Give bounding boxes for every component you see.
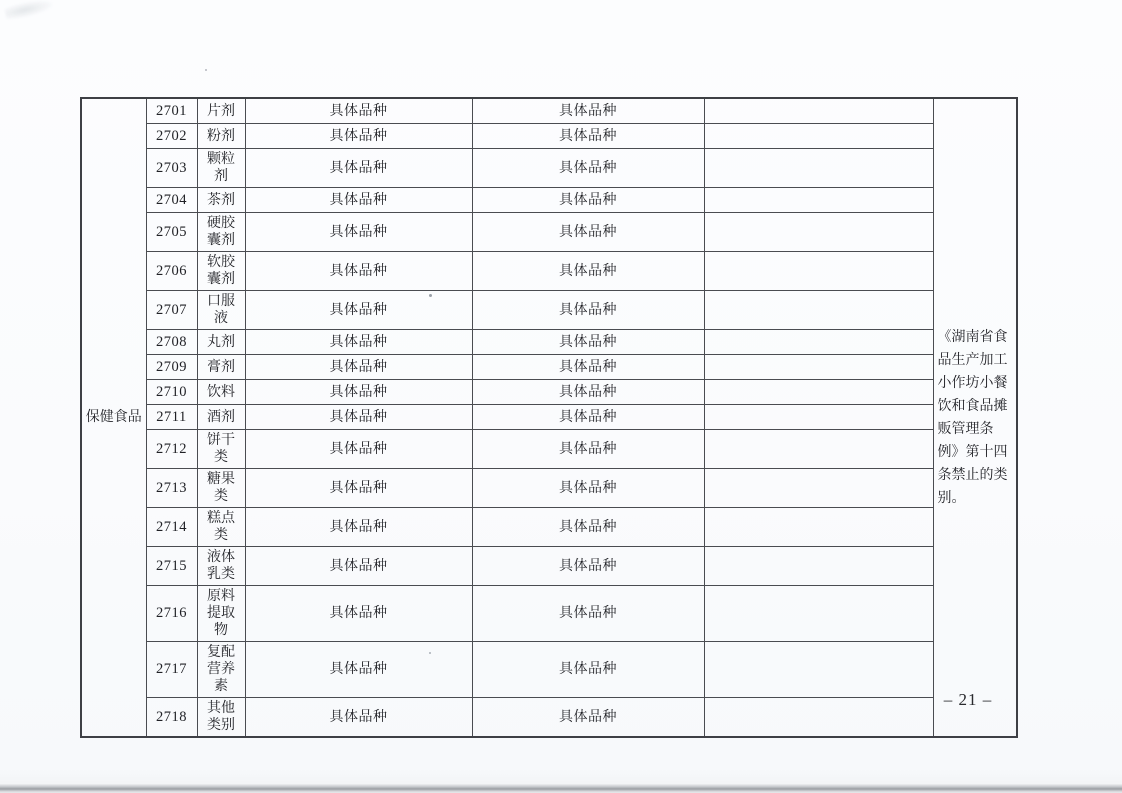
code-cell: 2703	[146, 149, 197, 188]
spec1-cell: 具体品种	[245, 98, 472, 124]
extra-cell	[704, 252, 933, 291]
scan-speck	[205, 69, 207, 71]
extra-cell	[704, 355, 933, 380]
table-row	[81, 98, 1017, 124]
spec2-cell: 具体品种	[472, 469, 704, 508]
name-cell: 糖果类	[197, 469, 245, 508]
spec2-cell: 具体品种	[472, 698, 704, 738]
table-row	[81, 149, 1017, 188]
name-cell: 糕点类	[197, 508, 245, 547]
code-cell: 2709	[146, 355, 197, 380]
spec2-cell: 具体品种	[472, 547, 704, 586]
table-row	[81, 330, 1017, 355]
code-cell: 2701	[146, 98, 197, 124]
code-cell: 2707	[146, 291, 197, 330]
table-row	[81, 405, 1017, 430]
name-cell: 颗粒剂	[197, 149, 245, 188]
extra-cell	[704, 213, 933, 252]
extra-cell	[704, 469, 933, 508]
code-cell: 2711	[146, 405, 197, 430]
code-cell: 2705	[146, 213, 197, 252]
extra-cell	[704, 698, 933, 738]
name-cell: 膏剂	[197, 355, 245, 380]
table-row	[81, 642, 1017, 698]
name-cell: 原料提取物	[197, 586, 245, 642]
code-cell: 2717	[146, 642, 197, 698]
spec2-cell: 具体品种	[472, 188, 704, 213]
extra-cell	[704, 508, 933, 547]
spec1-cell: 具体品种	[245, 698, 472, 738]
table-row	[81, 698, 1017, 738]
spec1-cell: 具体品种	[245, 188, 472, 213]
spec2-cell: 具体品种	[472, 124, 704, 149]
spec1-cell: 具体品种	[245, 469, 472, 508]
extra-cell	[704, 291, 933, 330]
spec2-cell: 具体品种	[472, 430, 704, 469]
spec1-cell: 具体品种	[245, 380, 472, 405]
extra-cell	[704, 642, 933, 698]
spec1-cell: 具体品种	[245, 330, 472, 355]
table-row	[81, 508, 1017, 547]
table-row	[81, 252, 1017, 291]
spec2-cell: 具体品种	[472, 508, 704, 547]
table-row	[81, 469, 1017, 508]
table-row	[81, 586, 1017, 642]
extra-cell	[704, 188, 933, 213]
name-cell: 茶剂	[197, 188, 245, 213]
spec1-cell: 具体品种	[245, 213, 472, 252]
name-cell: 口服液	[197, 291, 245, 330]
spec1-cell: 具体品种	[245, 149, 472, 188]
spec2-cell: 具体品种	[472, 586, 704, 642]
spec1-cell: 具体品种	[245, 430, 472, 469]
extra-cell	[704, 330, 933, 355]
name-cell: 粉剂	[197, 124, 245, 149]
code-cell: 2704	[146, 188, 197, 213]
spec2-cell: 具体品种	[472, 213, 704, 252]
category-cell: 保健食品	[81, 98, 146, 737]
code-cell: 2710	[146, 380, 197, 405]
spec2-cell: 具体品种	[472, 252, 704, 291]
spec1-cell: 具体品种	[245, 508, 472, 547]
extra-cell	[704, 124, 933, 149]
name-cell: 软胶囊剂	[197, 252, 245, 291]
extra-cell	[704, 430, 933, 469]
name-cell: 其他类别	[197, 698, 245, 738]
extra-cell	[704, 405, 933, 430]
extra-cell	[704, 98, 933, 124]
food-category-table	[80, 97, 1018, 738]
code-cell: 2714	[146, 508, 197, 547]
name-cell: 硬胶囊剂	[197, 213, 245, 252]
extra-cell	[704, 586, 933, 642]
table-row	[81, 547, 1017, 586]
name-cell: 液体乳类	[197, 547, 245, 586]
code-cell: 2715	[146, 547, 197, 586]
spec1-cell: 具体品种	[245, 291, 472, 330]
spec2-cell: 具体品种	[472, 355, 704, 380]
code-cell: 2718	[146, 698, 197, 738]
spec1-cell: 具体品种	[245, 124, 472, 149]
name-cell: 片剂	[197, 98, 245, 124]
scan-smudge	[4, 0, 54, 21]
table-row	[81, 430, 1017, 469]
name-cell: 丸剂	[197, 330, 245, 355]
code-cell: 2713	[146, 469, 197, 508]
spec2-cell: 具体品种	[472, 405, 704, 430]
note-cell: 《湖南省食品生产加工小作坊小餐饮和食品摊贩管理条例》第十四条禁止的类别。	[933, 98, 1017, 737]
code-cell: 2712	[146, 430, 197, 469]
name-cell: 酒剂	[197, 405, 245, 430]
name-cell: 饼干类	[197, 430, 245, 469]
table-row	[81, 355, 1017, 380]
table-row	[81, 213, 1017, 252]
extra-cell	[704, 380, 933, 405]
spec2-cell: 具体品种	[472, 642, 704, 698]
spec2-cell: 具体品种	[472, 330, 704, 355]
code-cell: 2716	[146, 586, 197, 642]
name-cell: 饮料	[197, 380, 245, 405]
spec2-cell: 具体品种	[472, 380, 704, 405]
spec1-cell: 具体品种	[245, 547, 472, 586]
table-row	[81, 291, 1017, 330]
table-row	[81, 380, 1017, 405]
name-cell: 复配营养素	[197, 642, 245, 698]
spec2-cell: 具体品种	[472, 98, 704, 124]
table-row	[81, 124, 1017, 149]
table-row	[81, 188, 1017, 213]
code-cell: 2708	[146, 330, 197, 355]
spec2-cell: 具体品种	[472, 291, 704, 330]
spec1-cell: 具体品种	[245, 642, 472, 698]
spec1-cell: 具体品种	[245, 252, 472, 291]
code-cell: 2702	[146, 124, 197, 149]
extra-cell	[704, 149, 933, 188]
spec1-cell: 具体品种	[245, 586, 472, 642]
spec1-cell: 具体品种	[245, 355, 472, 380]
code-cell: 2706	[146, 252, 197, 291]
extra-cell	[704, 547, 933, 586]
spec2-cell: 具体品种	[472, 149, 704, 188]
spec1-cell: 具体品种	[245, 405, 472, 430]
page-number: – 21 –	[943, 690, 993, 709]
scan-bottom-edge	[0, 784, 1122, 793]
